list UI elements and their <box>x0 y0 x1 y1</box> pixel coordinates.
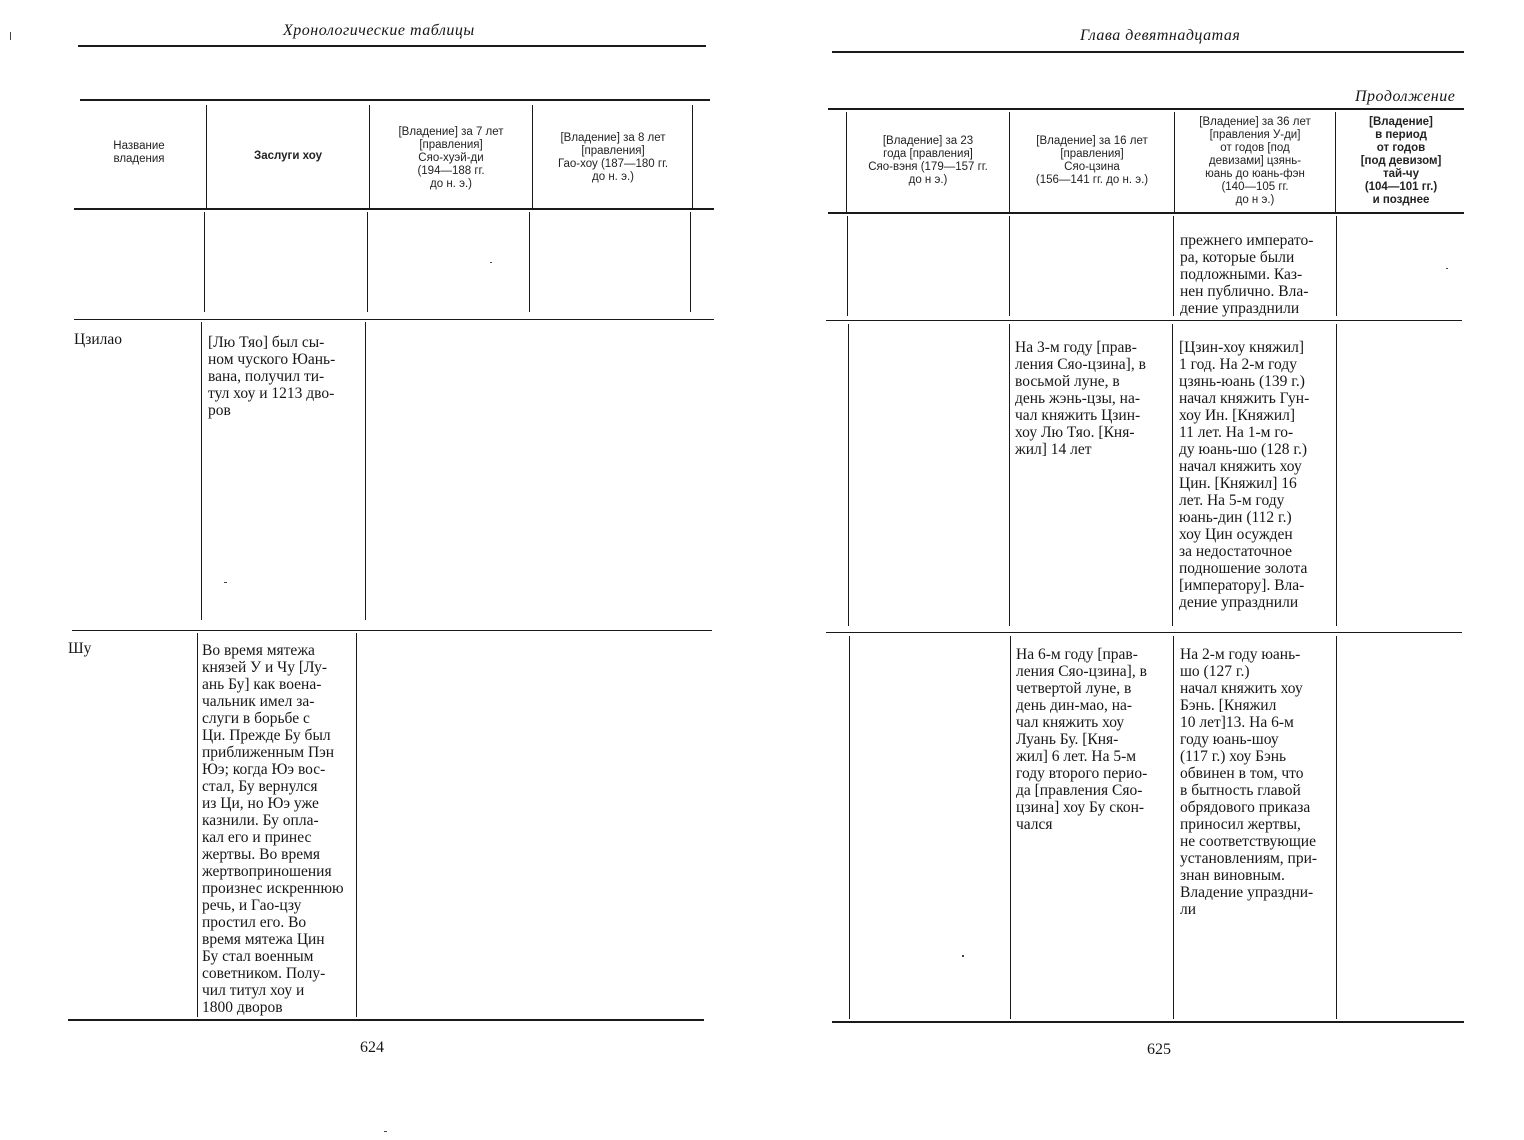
scan-speck <box>224 582 227 583</box>
scan-speck <box>10 32 11 40</box>
left-row-rule-2 <box>72 630 712 631</box>
right-col-divider-1 <box>1009 324 1010 626</box>
left-header-name: Название владения <box>113 140 165 165</box>
right-head-rule <box>832 51 1464 53</box>
right-row-rule-1 <box>826 320 1462 321</box>
row-name-tszilao: Цзилао <box>74 331 122 348</box>
left-col-divider-2 <box>356 633 357 1017</box>
right-col-divider-2 <box>1174 112 1175 212</box>
right-col-divider-0 <box>846 112 847 212</box>
right-row1-col2: На 3-м году [прав- ления Сяо-цзина], в восьмой луне, в день жэнь-цзы, на- чал княжить Цзин- хоу Лю Тяо. [Кня- жил] 14 лет <box>1015 339 1146 458</box>
continued-label: Продолжение <box>1355 88 1456 105</box>
left-col-divider-2 <box>369 105 370 210</box>
scan-speck <box>962 955 964 957</box>
merits-tszilao: [Лю Тяо] был сы- ном чуского Юань- вана, получил ти- тул хоу и 1213 дво- ров <box>208 334 336 419</box>
right-col-divider-3 <box>1335 112 1336 212</box>
left-col-divider-2 <box>365 322 366 620</box>
right-col-divider-0 <box>847 216 848 316</box>
row-name-shu: Шу <box>68 640 92 657</box>
left-head-rule <box>78 45 706 47</box>
right-row2-col3: На 2-м году юань- шо (127 г.) начал княжить хоу Бэнь. [Княжил 10 лет]13. На 6-м году юань-шоу (117 г.) хоу Бэнь обвинен в том, что в бытность главой обрядового приказа приносил жертвы, не соответствующие установлениям, при- знан виновным. Владение упраздни- ли <box>1180 646 1318 918</box>
left-running-head: Хронологические таблицы <box>283 22 475 39</box>
left-table-top-rule <box>80 99 710 101</box>
right-col-divider-0 <box>848 324 849 626</box>
left-col-divider-1 <box>201 322 202 620</box>
right-col-divider-1 <box>1009 112 1010 212</box>
scan-speck <box>490 262 492 263</box>
right-row2-col2: На 6-м году [прав- ления Сяо-цзина], в четвертой луне, в день дин-мао, на- чал княжить хоу Луань Бу. [Кня- жил] 6 лет. На 5-м году второго перио- да [правления Сяо- цзина] хоу Бу скон- чался <box>1016 646 1148 833</box>
left-col-divider-4 <box>692 105 693 210</box>
right-header-col1: [Владение] за 23 года [правления] Сяо-вэня (179—157 гг. до н э.) <box>868 135 988 186</box>
right-header-bottom-rule <box>828 212 1464 214</box>
left-header-bottom-rule <box>74 208 714 210</box>
left-col-divider-1 <box>206 105 207 210</box>
right-header-col4: [Владение] в период от годов [под девизом] тай-чу (104—101 гг.) и позднее <box>1360 116 1442 206</box>
left-header-col3: [Владение] за 7 лет [правления] Сяо-хуэй-ди (194—188 гг. до н. э.) <box>398 126 504 190</box>
right-row1-col3: [Цзин-хоу княжил] 1 год. На 2-м году цзянь-юань (139 г.) начал княжить Гун- хоу Ин. [Княжил] 11 лет. На 1-м го- ду юань-шо (128 г.) начал княжить хоу Цин. [Княжил] 16 лет. На 5-м году юань-дин (112 г.) хоу Цин осужден за недостаточное подношение золота [императору]. Вла- дение упразднили <box>1179 339 1310 611</box>
right-col-divider-2 <box>1172 324 1173 626</box>
left-header-col4: [Владение] за 8 лет [правления] Гао-хоу (187—180 гг. до н. э.) <box>557 132 669 183</box>
right-col-divider-1 <box>1009 216 1010 316</box>
merits-shu: Во время мятежа князей У и Чу [Лу- ань Бу] как воена- чальник имел за- слуги в борьбе с Ци. Прежде Бу был приближенным Пэн Юэ; когда Юэ вос- стал, Бу вернулся из Ци, но Юэ уже казнили. Бу опла- кал его и принес жертвы. Во время жертвоприношения произнес искреннюю речь, и Гао-цзу простил его. Во время мятежа Цин Бу стал военным советником. Полу- чил титул хоу и 1800 дворов <box>202 642 344 1016</box>
scan-speck <box>384 1131 387 1132</box>
right-header-col3: [Владение] за 36 лет [правления У-ди] от годов [под девизами] цзянь- юань до юань-фэн (140—105 гг. до н э.) <box>1199 116 1311 206</box>
right-col-divider-3 <box>1336 216 1337 316</box>
right-col-divider-2 <box>1173 216 1174 316</box>
right-col-divider-3 <box>1336 324 1337 626</box>
right-col-divider-3 <box>1336 636 1337 1019</box>
left-col-divider-3 <box>532 105 533 210</box>
left-col-divider-3 <box>529 212 530 312</box>
left-row-rule-1 <box>74 319 714 320</box>
left-page-number: 624 <box>360 1039 384 1056</box>
right-row-rule-2 <box>826 632 1462 633</box>
left-col-divider-2 <box>367 212 368 312</box>
left-col-divider-1 <box>197 633 198 1017</box>
right-col-divider-2 <box>1173 636 1174 1019</box>
right-col-divider-1 <box>1010 636 1011 1019</box>
left-table-bottom-rule <box>68 1019 704 1021</box>
left-header-merits: Заслуги хоу <box>254 150 322 162</box>
right-row0-col3: прежнего императо- ра, которые были подложными. Каз- нен публично. Вла- дение упразднили <box>1180 232 1314 317</box>
left-col-divider-4 <box>690 212 691 312</box>
right-page-number: 625 <box>1147 1041 1171 1058</box>
right-header-col2: [Владение] за 16 лет [правления] Сяо-цзина (156—141 гг. до н. э.) <box>1035 135 1149 186</box>
right-col-divider-0 <box>849 636 850 1019</box>
scan-speck <box>1446 268 1448 269</box>
left-col-divider-1 <box>204 212 205 312</box>
right-running-head: Глава девятнадцатая <box>1080 27 1241 44</box>
right-table-top-rule <box>828 108 1464 110</box>
right-table-bottom-rule <box>832 1021 1464 1023</box>
